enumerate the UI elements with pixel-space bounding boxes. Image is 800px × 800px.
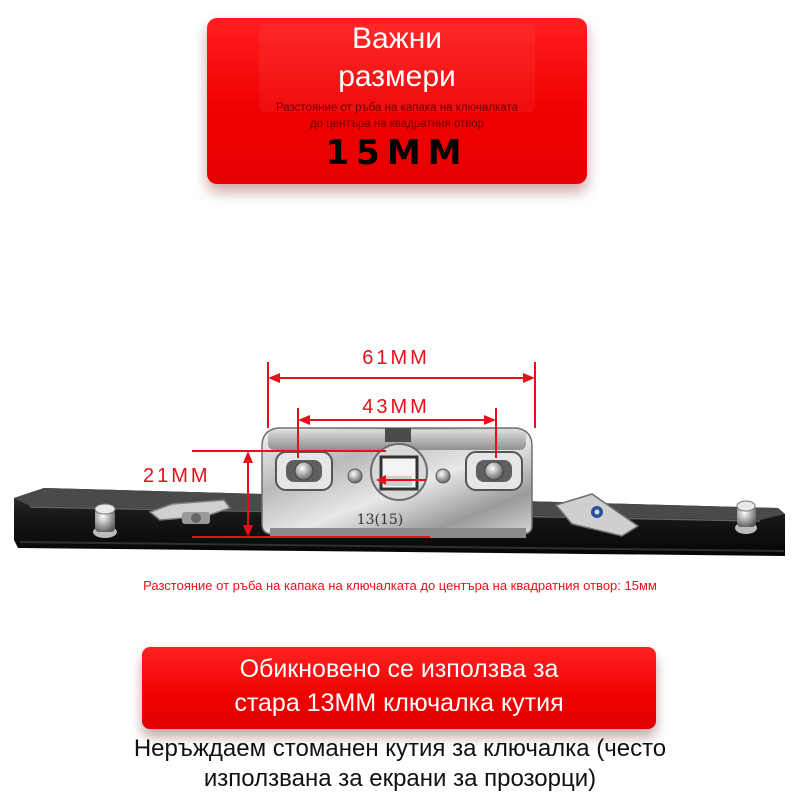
dim-61-arrow-left: [268, 373, 280, 383]
panel-key-value: 15MM: [325, 133, 469, 173]
dimension-label-61mm: 61MM: [362, 347, 430, 369]
panel-description-line2: до центъра на квадратния отвор: [309, 118, 485, 130]
dim-61-arrow-right: [523, 373, 535, 383]
footer-line2: използвана за екрани за прозорци): [203, 765, 597, 792]
dimension-label-21mm: 21MM: [143, 465, 211, 487]
dim-43-arrow-right: [484, 415, 496, 425]
panel-description-line1: Разстояние от ръба на капака на ключалката: [275, 102, 519, 114]
dim-43-arrow-left: [298, 415, 310, 425]
footer-line1: Неръждаем стоманен кутия за ключалка (често: [133, 735, 667, 762]
usage-line1: Обикновено се използва за: [239, 655, 559, 683]
stamp-marking: 13(15): [356, 512, 404, 528]
usage-banner: [142, 647, 656, 729]
panel-title-line1: Важни: [351, 22, 443, 55]
distance-caption: Разстояние от ръба на капака на ключалката до центъра на квадратния отвор: 15мм: [143, 578, 657, 593]
dim-21-arrow-top: [243, 451, 253, 463]
dimension-label-43mm: 43MM: [362, 396, 430, 418]
important-dimensions-panel: [207, 18, 587, 184]
panel-title-line2: размери: [338, 60, 456, 93]
usage-line2: стара 13MM ключалка кутия: [234, 689, 564, 717]
